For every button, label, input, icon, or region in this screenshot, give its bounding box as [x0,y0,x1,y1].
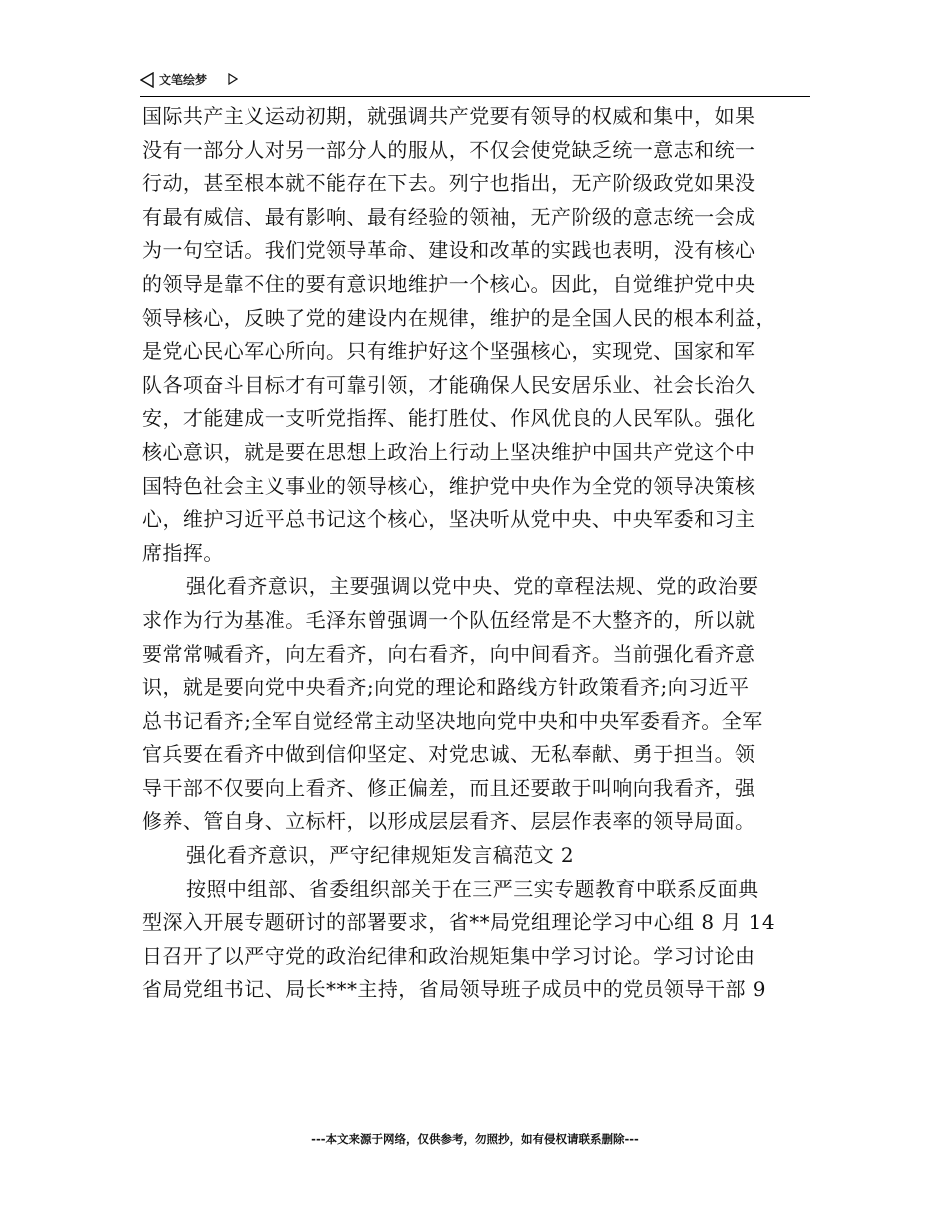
text-line: 国特色社会主义事业的领导核心，维护党中央作为全党的领导决策核 [142,473,756,498]
text-line: 是党心民心军心所向。只有维护好这个坚强核心，实现党、国家和军 [142,339,756,364]
text-line: 席指挥。 [142,540,224,565]
text-line: 没有一部分人对另一部分人的服从，不仅会使党缺乏统一意志和统一 [142,137,756,162]
triangle-left-icon [140,72,154,88]
text-line: 队各项奋斗目标才有可靠引领，才能确保人民安居乐业、社会长治久 [142,372,756,397]
text-line: 的领导是靠不住的要有意识地维护一个核心。因此，自觉维护党中央 [142,271,756,296]
text-line: 总书记看齐;全军自觉经常主动坚决地向党中央和中央军委看齐。全军 [142,708,763,733]
footer-disclaimer: ---本文来源于网络，仅供参考，勿照抄，如有侵权请联系删除--- [311,1132,639,1146]
triangle-right-icon [228,73,238,85]
text-line: 为一句空话。我们党领导革命、建设和改革的实践也表明，没有核心 [142,238,756,263]
text-line: 要常常喊看齐，向左看齐，向右看齐，向中间看齐。当前强化看齐意 [142,641,756,666]
text-line: 省局党组书记、局长***主持，省局领导班子成员中的党员领导干部 9 [142,977,766,1002]
text-line: 国际共产主义运动初期，就强调共产党要有领导的权威和集中，如果 [142,104,756,128]
text-line: 按照中组部、省委组织部关于在三严三实专题教育中联系反面典 [186,876,759,901]
text-line: 核心意识，就是要在思想上政治上行动上坚决维护中国共产党这个中 [142,439,756,464]
text-line: 安，才能建成一支听党指挥、能打胜仗、作风优良的人民军队。强化 [142,406,756,431]
text-line: 日召开了以严守党的政治纪律和政治规矩集中学习讨论。学习讨论由 [142,943,756,968]
text-line: 识，就是要向党中央看齐;向党的理论和路线方针政策看齐;向习近平 [142,675,750,700]
text-line: 行动，甚至根本就不能存在下去。列宁也指出，无产阶级政党如果没 [142,171,756,196]
text-line: 导干部不仅要向上看齐、修正偏差，而且还要敢于叫响向我看齐，强 [142,775,756,800]
document-body [142,100,810,1007]
text-line: 强化看齐意识，严守纪律规矩发言稿范文 2 [186,843,575,868]
header-rule [140,96,810,97]
text-line: 求作为行为基准。毛泽东曾强调一个队伍经常是不大整齐的，所以就 [142,607,756,632]
text-line: 有最有威信、最有影响、最有经验的领袖，无产阶级的意志统一会成 [142,204,756,229]
text-line: 修养、管自身、立标杆，以形成层层看齐、层层作表率的领导局面。 [142,809,756,834]
text-line: 强化看齐意识，主要强调以党中央、党的章程法规、党的政治要 [186,574,759,599]
text-line: 心，维护习近平总书记这个核心，坚决听从党中央、中央军委和习主 [142,507,756,532]
text-line: 官兵要在看齐中做到信仰坚定、对党忠诚、无私奉献、勇于担当。领 [142,742,756,767]
text-line: 领导核心，反映了党的建设内在规律，维护的是全国人民的根本利益， [142,305,776,330]
text-line: 型深入开展专题研讨的部署要求，省**局党组理论学习中心组 8 月 14 [142,910,775,935]
brand-name: 文笔绘梦 [159,73,208,87]
page-header [140,70,810,98]
